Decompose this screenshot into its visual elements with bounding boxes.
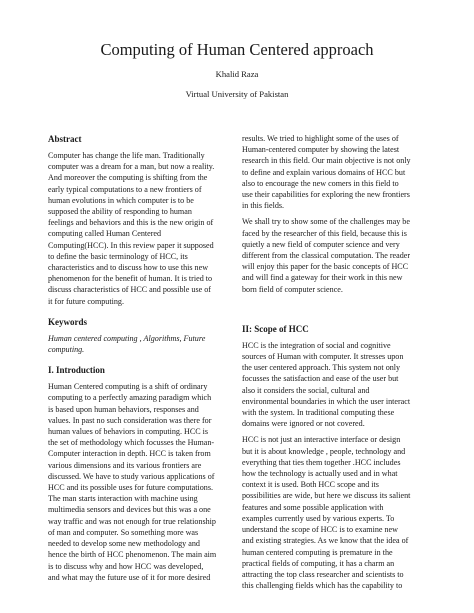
text-line: also it considers the social, cultural and — [242, 385, 370, 395]
text-line: faced by the researcher of this field, because this is — [242, 228, 407, 238]
text-line: everything that ties them together .HCC includes — [242, 457, 401, 467]
text-line: the user centered approach. This system not only — [242, 363, 401, 373]
scope-heading: II: Scope of HCC — [242, 323, 309, 334]
text-line: and will find a gateway for their work in this new — [242, 273, 403, 283]
text-line: And moreover the computing is shifting from the — [48, 173, 208, 183]
text-line: Human centered computing , Algorithms, Future — [48, 333, 206, 343]
text-line: characteristics and to discuss how to use this new — [48, 263, 209, 273]
text-line: human values of behaviors in computing. HCC is — [48, 427, 209, 437]
text-line: multimedia sensors and devices but this was a one — [48, 505, 211, 515]
author-name: Khalid Raza — [215, 69, 259, 79]
text-line: how the technology is actually used and in what — [242, 469, 398, 479]
author-affiliation: Virtual University of Pakistan — [185, 89, 289, 99]
scope-paragraph-2 — [242, 434, 428, 591]
text-line: various dimensions and its various frontiers are — [48, 460, 202, 470]
text-line: features and some possible application with — [242, 502, 384, 512]
text-line: to define and explain various domains of HCC but — [242, 167, 406, 177]
text-line: also to encourage the new comers in this field to — [242, 178, 399, 188]
text-line: context it is used. Both HCC scope and its — [242, 480, 379, 490]
text-line: environmental boundaries in which the user interact — [242, 396, 411, 406]
text-line: discussed. We have to study various applications of — [48, 471, 215, 481]
introduction-continued-text — [242, 133, 428, 211]
text-line: computing. — [48, 345, 85, 355]
text-line: way traffic and was not enough for true relationship — [48, 516, 216, 526]
challenges-paragraph — [242, 216, 428, 294]
text-line: attracting the top class researcher and scientists to — [242, 569, 404, 579]
text-line: is based upon human behaviors, responses and — [48, 404, 199, 414]
text-line: will enjoy this paper for the basic concepts of HCC — [242, 262, 409, 272]
text-line: but it is about knowledge , people, technology and — [242, 446, 406, 456]
text-line: Computing(HCC). In this review paper it supposed — [48, 240, 214, 250]
text-line: research in this field. Our main objective is not only — [242, 156, 411, 166]
text-line: human evolutions in which computer is to be — [48, 195, 194, 205]
keywords-text — [48, 333, 236, 355]
right-column — [242, 133, 428, 591]
left-column — [48, 133, 236, 583]
text-line: computing to a perfectly amazing paradigm which — [48, 393, 212, 403]
introduction-heading: I. Introduction — [48, 365, 105, 376]
text-line: The man starts interaction with machine using — [48, 494, 198, 504]
text-line: possibilities are wide, but here we discuss its salient — [242, 491, 411, 501]
paper-title: Computing of Human Centered approach — [100, 40, 374, 59]
text-line: domains were ignored or not covered. — [242, 419, 365, 429]
text-line: sources of Human with computer. It stresses upon — [242, 352, 404, 362]
text-line: Human-centered computer by showing the latest — [242, 145, 400, 155]
introduction-text — [48, 381, 236, 583]
text-line: quietly a new field of computer science and very — [242, 239, 400, 249]
text-line: it for future computing. — [48, 296, 124, 306]
text-line: in this fields. — [242, 201, 285, 211]
text-line: use their capabilities for exploring the new frontiers — [242, 190, 410, 200]
scope-paragraph-1 — [242, 340, 428, 430]
text-line: with the system. In traditional computing these — [242, 408, 395, 418]
text-line: discuss characteristics of HCC and possible use of — [48, 285, 211, 295]
text-line: this challenging fields which has the capability to — [242, 581, 403, 591]
text-line: born field of computer science. — [242, 284, 343, 294]
text-line: HCC is not just an interactive interface or design — [242, 435, 401, 445]
text-line: values. In past no such consideration was there for — [48, 415, 212, 425]
text-line: and existing strategies. As we know that the idea of — [242, 536, 409, 546]
text-line: We shall try to show some of the challenges may be — [242, 217, 410, 227]
text-line: needed to develop some new methodology and — [48, 539, 200, 549]
abstract-heading: Abstract — [48, 134, 82, 144]
text-line: is to discuss why and how HCC was developed, — [48, 561, 204, 571]
text-line: different from the classical computation. The reader — [242, 251, 411, 261]
abstract-text — [48, 150, 236, 307]
text-line: feelings and behaviors and this is the new origin of — [48, 218, 214, 228]
text-line: early typical computations to a new frontiers of — [48, 184, 202, 194]
text-line: the set of methodology which focusses the Human- — [48, 438, 215, 448]
text-line: understand the scope of HCC is to examine new — [242, 525, 398, 535]
text-line: of man and computer. So something more was — [48, 527, 199, 537]
text-line: focusses the satisfaction and ease of the user but — [242, 374, 399, 384]
text-line: human centered computing is premature in the — [242, 547, 393, 557]
text-line: results. We tried to highlight some of the uses of — [242, 134, 399, 143]
text-line: computing called Human Centered — [48, 229, 162, 239]
text-line: supposed the ability of responding to human — [48, 207, 192, 217]
text-line: computer was a dream for a man, but now a reality. — [48, 162, 215, 172]
text-line: hence the birth of HCC phenomenon. The main aim — [48, 550, 217, 560]
text-line: phenomenon for the benefit of human. It is tried to — [48, 274, 213, 284]
keywords-heading: Keywords — [48, 316, 87, 327]
text-line: Computer has change the life man. Traditionally — [48, 151, 205, 160]
text-line: and what may the future use of it for more desired — [48, 572, 211, 582]
text-line: HCC and its possible uses for future computations. — [48, 483, 214, 493]
text-line: examples currently used by various experts. To — [242, 513, 395, 523]
text-line: practical fields of computing, it has a charm an — [242, 558, 395, 568]
text-line: Computer interaction in depth. HCC is taken from — [48, 449, 211, 459]
text-line: Human Centered computing is a shift of ordinary — [48, 382, 208, 392]
text-line: HCC is the integration of social and cognitive — [242, 340, 391, 350]
text-line: to define the basic terminology of HCC, its — [48, 251, 188, 261]
